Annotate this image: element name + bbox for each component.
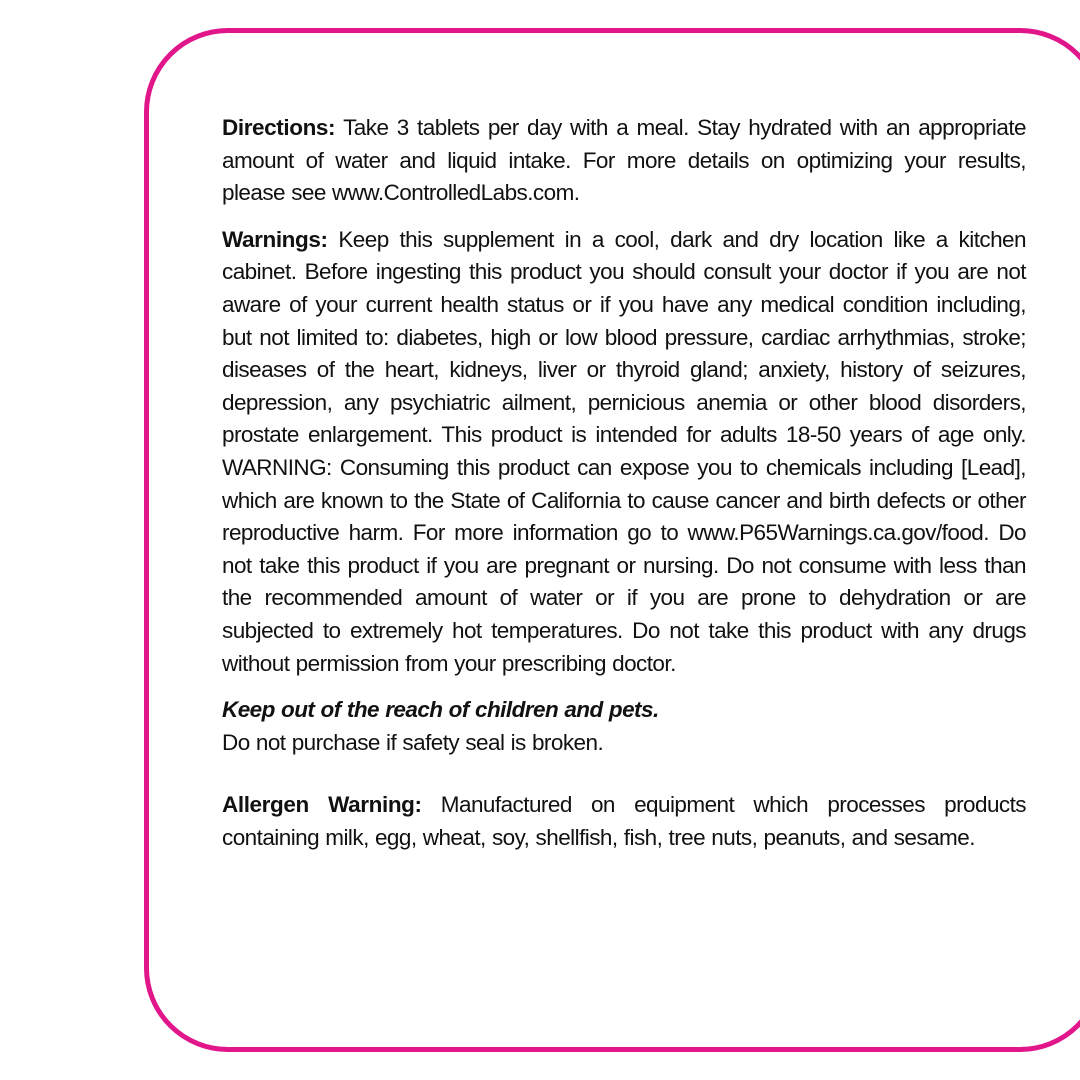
allergen-text: Manufactured on equipment which processes products containing milk, egg, wheat, soy, shellfish, fish, tree nuts, peanuts, and sesame. [222,792,1027,850]
directions-heading: Directions: [222,115,336,140]
safety-seal-note: Do not purchase if safety seal is broken. [222,729,604,755]
directions-paragraph [222,112,1026,210]
children-pets-caution: Keep out of the reach of children and pets. [222,697,659,723]
allergen-heading: Allergen Warning: [222,792,422,818]
label-text-block [222,112,1026,854]
warnings-heading: Warnings: [222,226,328,252]
allergen-paragraph [222,789,1026,854]
warnings-paragraph [222,224,1026,680]
warnings-text: Keep this supplement in a cool, dark and dry location like a kitchen cabinet. Before ingesting this product you should consult your doctor if you are not aware of your current health status or if you have any medical condition including, but not limited to: diabetes, high or low blood pressure, cardiac arrhythmias, stroke; diseases of the heart, kidneys, liver or thyroid gland; anxiety, history of seizures, depression, any psychiatric ailment, pernicious anemia or other blood disorders, prostate enlargement. This product is intended for adults 18-50 years of age only. WARNING: Consuming this product can expose you to chemicals including [Lead], which are known to the State of California to cause cancer and birth defects or other reproductive harm. For more information go to www.P65Warnings.ca.gov/food. Do not take this product if you are pregnant or nursing. Do not consume with less than the recommended amount of water or if you are prone to dehydration or are subjected to extremely hot temperatures. Do not take this product with any drugs without permission from your prescribing doctor. [222,226,1026,676]
directions-text: Take 3 tablets per day with a meal. Stay hydrated with an appropriate amount of water and liquid intake. For more details on optimizing your results, please see www.ControlledLabs.com. [222,115,1026,206]
